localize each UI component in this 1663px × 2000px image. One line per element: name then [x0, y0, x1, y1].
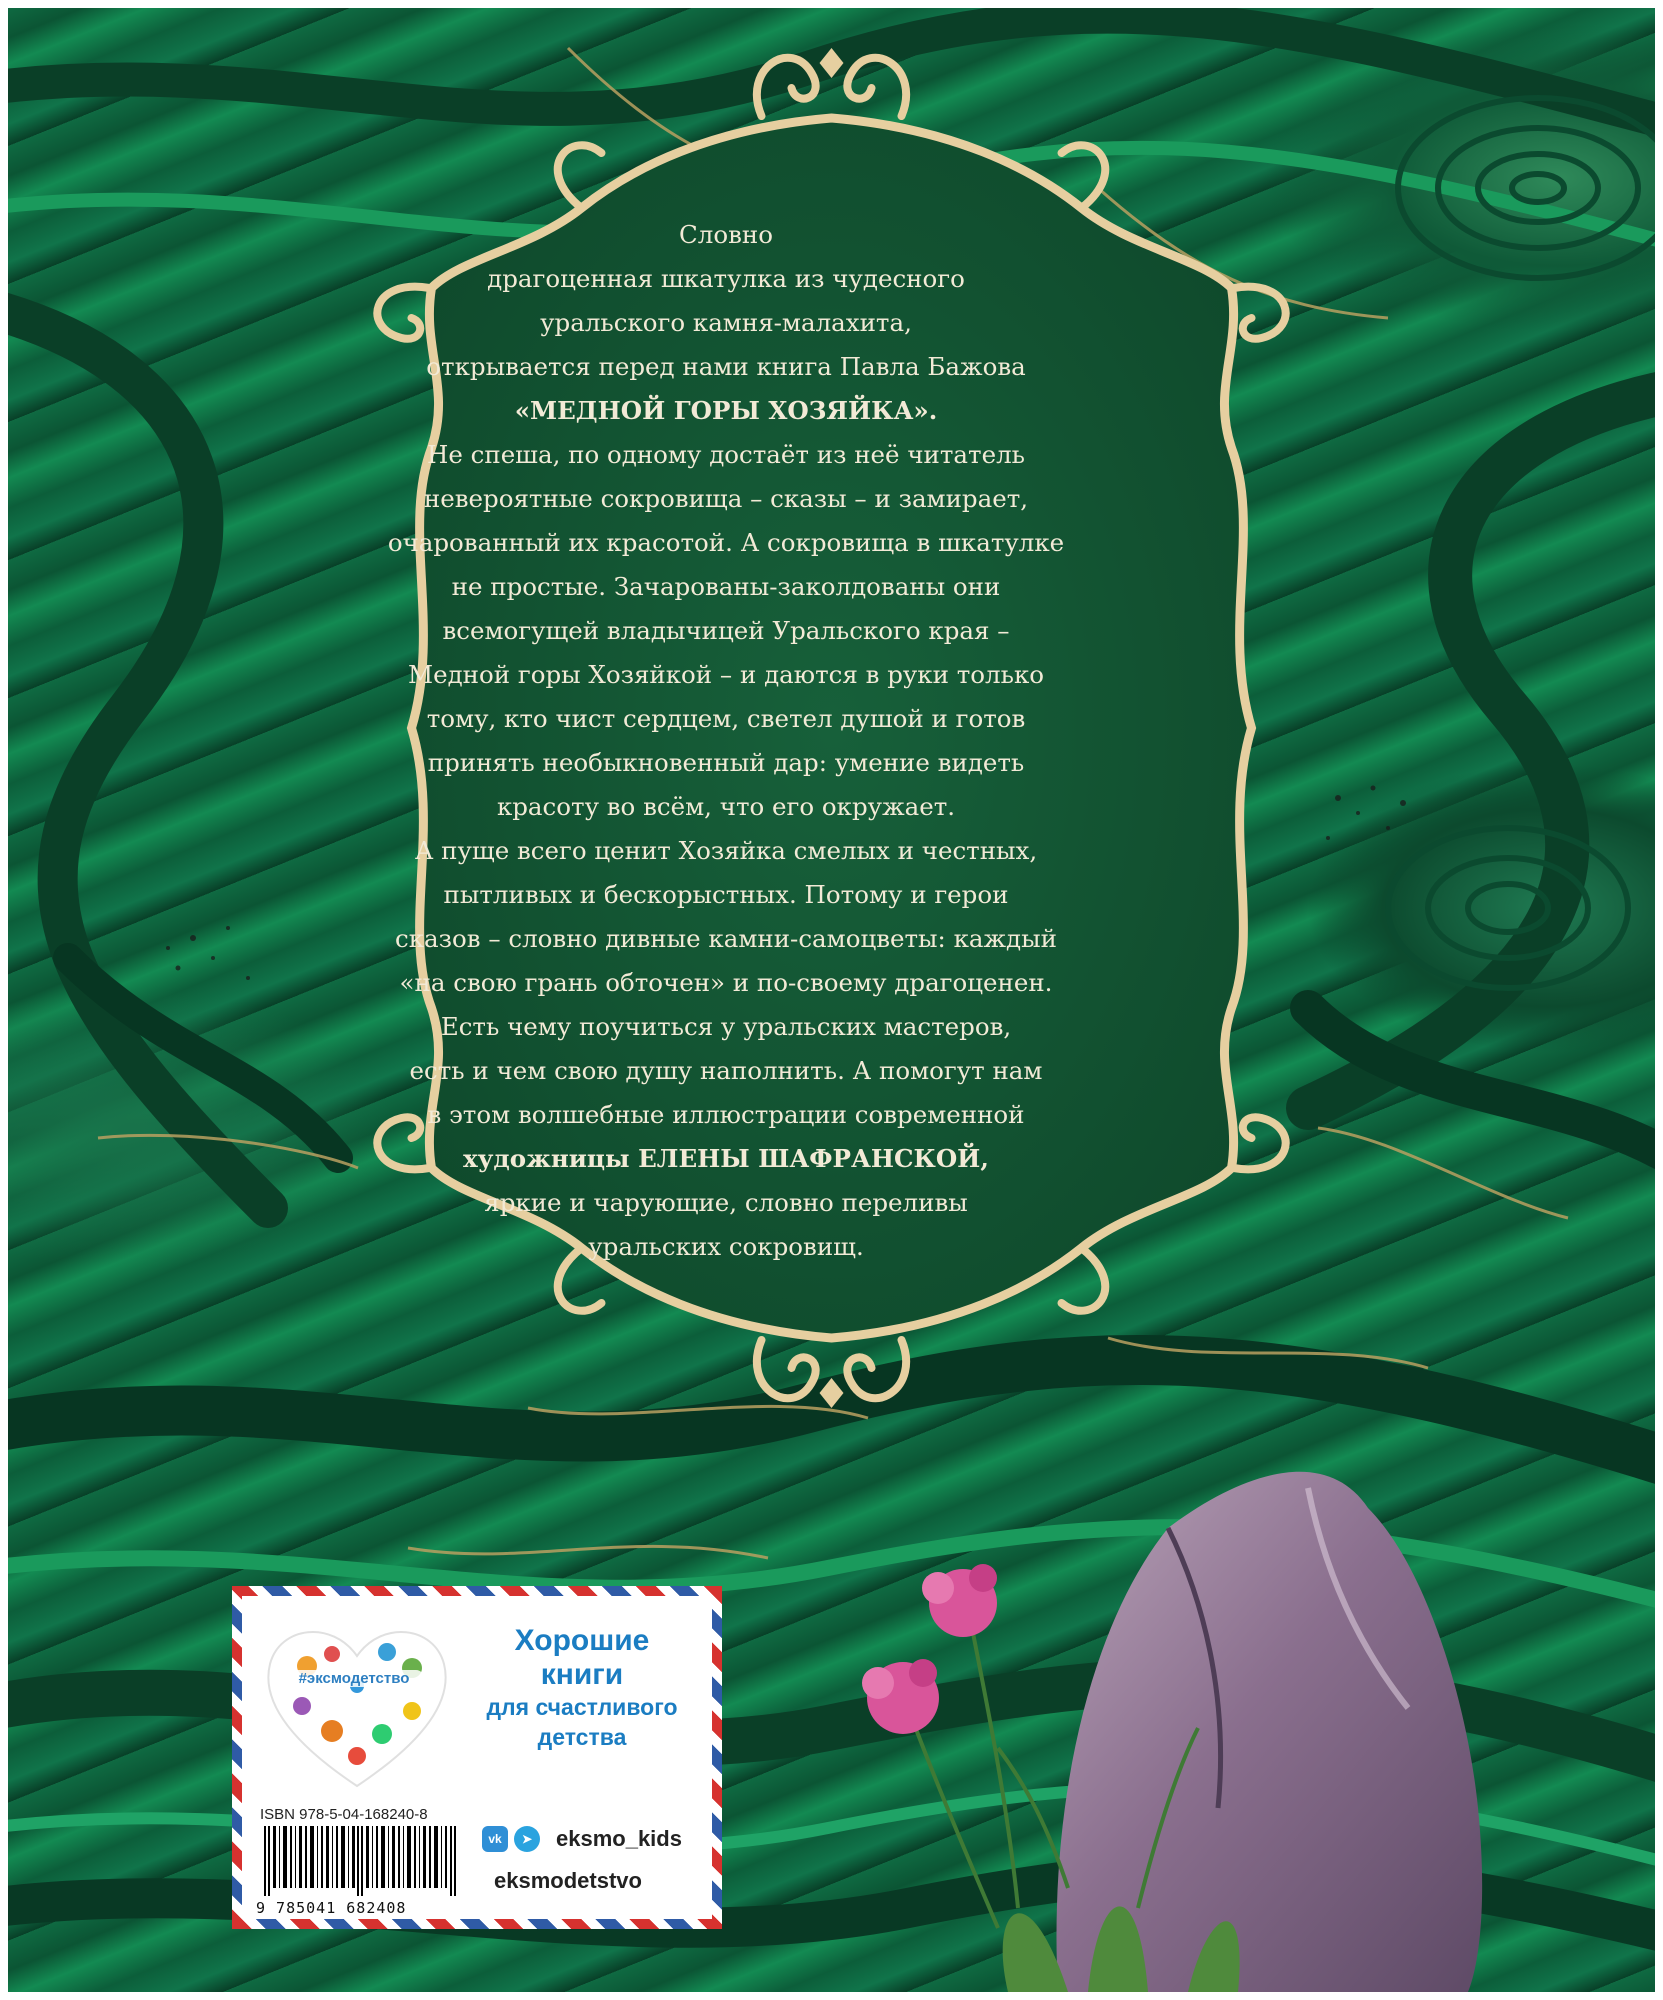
illustrator-text: художницы ЕЛЕНЫ ШАФРАНСКОЙ, — [463, 1144, 989, 1173]
description-line: яркие и чарующие, словно переливы — [484, 1188, 968, 1217]
isbn-number: ISBN 978-5-04-168240-8 — [260, 1806, 428, 1823]
description-line: сказов – словно дивные камни-самоцветы: каждый — [395, 924, 1057, 953]
description-line: драгоценная шкатулка из чудесного — [487, 264, 965, 293]
description-line: открывается перед нами книга Павла Бажова — [426, 352, 1026, 381]
social-links — [482, 1818, 682, 1894]
description-line: принять необыкновенный дар: умение видеть — [427, 748, 1025, 777]
description-line: Медной горы Хозяйкой – и даются в руки только — [407, 660, 1045, 689]
description-line: «на свою грань обточен» и по-своему драгоценен. — [399, 968, 1053, 997]
hashtag-label: #эксмодетство — [284, 1670, 424, 1687]
publisher-label-card — [232, 1586, 722, 1929]
description-line: уральских сокровищ. — [588, 1232, 864, 1261]
telegram-icon[interactable]: ➤ — [514, 1826, 540, 1852]
vk-icon[interactable]: vk — [482, 1826, 508, 1852]
slogan-line: Хорошие — [514, 1624, 650, 1657]
description-line: в этом волшебные иллюстрации современной — [427, 1100, 1025, 1129]
description-line: есть и чем свою душу наполнить. А помогут нам — [409, 1056, 1043, 1085]
social-handle-detstvo[interactable]: eksmodetstvo — [494, 1868, 642, 1893]
book-back-cover — [8, 8, 1655, 1992]
description-line: пытливых и бескорыстных. Потому и герои — [443, 880, 1009, 909]
description-line: не простые. Зачарованы-заколдованы они — [451, 572, 1001, 601]
social-row — [482, 1818, 682, 1860]
description-line: очарованный их красотой. А сокровища в шкатулке — [387, 528, 1065, 557]
description-line: А пуще всего ценит Хозяйка смелых и честных, — [414, 836, 1038, 865]
description-text-block — [346, 213, 1106, 1323]
publisher-slogan — [462, 1624, 702, 1752]
slogan-line: для счастливого — [486, 1694, 678, 1720]
description-line: тому, кто чист сердцем, светел душой и готов — [426, 704, 1026, 733]
slogan-line: книги — [540, 1658, 624, 1691]
description-line: невероятные сокровища – сказы – и замирает, — [423, 484, 1029, 513]
description-line: всемогущей владычицей Уральского края – — [442, 616, 1010, 645]
book-title — [515, 389, 938, 433]
slogan-line: детства — [537, 1724, 627, 1750]
barcode — [260, 1826, 460, 1896]
heart-logo — [262, 1616, 452, 1796]
social-handle-kids[interactable]: eksmo_kids — [556, 1826, 682, 1851]
book-title-text: «МЕДНОЙ ГОРЫ ХОЗЯЙКА». — [514, 396, 938, 425]
description-line: красоту во всём, что его окружает. — [496, 792, 956, 821]
barcode-digits: 9 785041 682408 — [256, 1899, 407, 1917]
illustrator-line — [463, 1137, 989, 1181]
description-line: Есть чему поучиться у уральских мастеров, — [440, 1012, 1012, 1041]
description-line: Не спеша, по одному достаёт из неё читатель — [426, 440, 1025, 469]
description-line: Словно — [679, 220, 773, 249]
description-line: уральского камня-малахита, — [540, 308, 912, 337]
